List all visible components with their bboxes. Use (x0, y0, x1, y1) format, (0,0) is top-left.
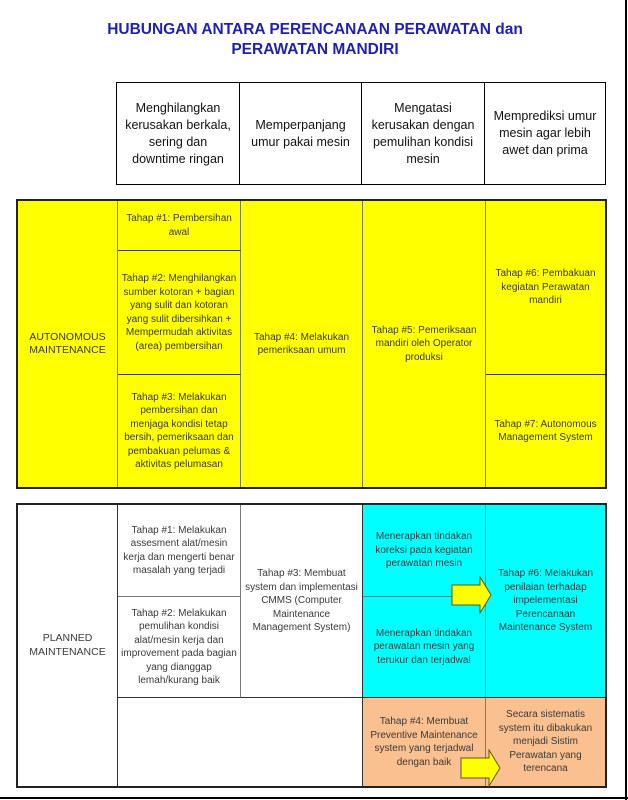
planned-step-4: Tahap #4: Membuat Preventive Maintenance system yang terjadwal dengan baik (363, 698, 486, 786)
objective-column-4: Memprediksi umur mesin agar lebih awet dan prima (484, 82, 606, 185)
autonomous-maintenance-label: AUTONOMOUS MAINTENANCE (18, 201, 118, 487)
planned-corrective-action: Menerapkan tindakan koreksi pada kegiatan perawatan mesin (363, 505, 486, 597)
planned-step-3: Tahap #3: Membuat system dan implementasi CMMS (Computer Maintenance Management System) (241, 505, 363, 698)
planned-maintenance-label: PLANNED MAINTENANCE (18, 505, 118, 786)
arrow-right-icon (450, 576, 494, 614)
autonomous-step-2: Tahap #2: Menghilangkan sumber kotoran + bagian yang sulit dan kotoran yang sulit dibersihkan + Mempermudah aktivitas (area) pembersihan (118, 251, 241, 375)
autonomous-maintenance-block (16, 199, 607, 489)
planned-step-1: Tahap #1: Melakukan assesment alat/mesin kerja dan mengerti benar masalah yang terjadi (118, 505, 241, 597)
page-title (40, 20, 590, 60)
planned-scheduled-action: Menerapkan tindakan perawatan mesin yang terukur dan terjadwal (363, 597, 486, 698)
autonomous-step-6: Tahap #6: Pembakuan kegiatan Perawatan mandiri (486, 201, 605, 375)
objective-column-1: Menghilangkan kerusakan berkala, sering dan downtime ringan (116, 82, 240, 185)
autonomous-step-1: Tahap #1: Pembersihan awal (118, 201, 241, 251)
autonomous-step-5: Tahap #5: Pemeriksaan mandiri oleh Operator produksi (363, 201, 486, 487)
objective-column-3: Mengatasi kerusakan dengan pemulihan kondisi mesin (361, 82, 485, 185)
page-frame-right (625, 0, 627, 800)
title-line-2: PERAWATAN MANDIRI (231, 41, 399, 58)
title-line-1: HUBUNGAN ANTARA PERENCANAAN PERAWATAN dan (107, 21, 523, 38)
arrow-right-icon-2 (459, 749, 503, 787)
planned-empty-cell (118, 698, 363, 786)
autonomous-step-3: Tahap #3: Melakukan pembersihan dan menjaga kondisi tetap bersih, pemeriksaan dan pembakuan pelumas & aktivitas pelumasan (118, 375, 241, 487)
objective-column-2: Memperpanjang umur pakai mesin (239, 82, 362, 185)
autonomous-step-7: Tahap #7: Autonomous Management System (486, 375, 605, 487)
planned-result: Secara sistematis system itu dibakukan menjadi Sistim Perawatan yang terencana (486, 698, 605, 786)
planned-step-6: Tahap #6: Melakukan penilaian terhadap impelementasi Perencanaan Maintenance System (486, 505, 605, 698)
autonomous-step-4: Tahap #4: Melakukan pemeriksaan umum (241, 201, 363, 487)
planned-step-2: Tahap #2: Melakukan pemulihan kondisi alat/mesin kerja dan improvement pada bagian yang dianggap lemah/kurang baik (118, 597, 241, 698)
page-frame-bottom (0, 797, 628, 799)
planned-maintenance-block (16, 503, 607, 788)
